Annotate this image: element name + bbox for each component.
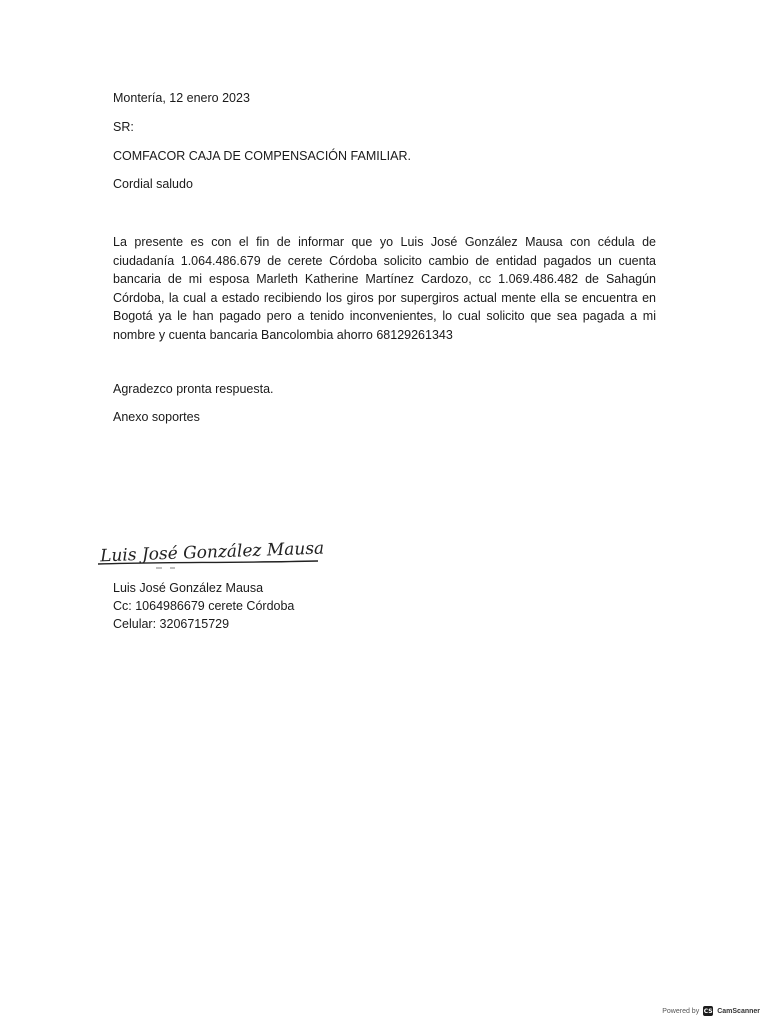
signer-id: Cc: 1064986679 cerete Córdoba xyxy=(113,599,295,613)
signature-text: Luis José González Mausa xyxy=(99,538,325,567)
salutation: SR: xyxy=(113,120,134,134)
camscanner-watermark xyxy=(662,1004,760,1018)
annex-line: Anexo soportes xyxy=(113,410,200,424)
letter-body: La presente es con el fin de informar que yo Luis José González Mausa con cédula de ciudadanía 1.064.486.679 de cerete Córdoba solicito cambio de entidad pagados un cuenta bancaria de mi esposa Marleth Katherine Martínez Cardozo, cc 1.069.486.482 de Sahagún Córdoba, la cual a estado recibiendo los giros por supergiros actual mente ella se encuentra en Bogotá ya le han pagado pero a tenido inconvenientes, lo cual solicito que sea pagada a mi nombre y cuenta bancaria Bancolombia ahorro 68129261343 xyxy=(113,235,656,342)
thanks-line: Agradezco pronta respuesta. xyxy=(113,382,274,396)
signer-name: Luis José González Mausa xyxy=(113,581,264,595)
date-line: Montería, 12 enero 2023 xyxy=(113,91,250,105)
signer-phone: Celular: 3206715729 xyxy=(113,617,230,631)
camscanner-logo-icon: CS xyxy=(703,1007,713,1015)
powered-by-text: Powered by xyxy=(662,1007,700,1015)
greeting: Cordial saludo xyxy=(113,177,193,191)
camscanner-brand: CamScanner xyxy=(717,1007,760,1015)
recipient: COMFACOR CAJA DE COMPENSACIÓN FAMILIAR. xyxy=(113,149,411,163)
handwritten-signature xyxy=(96,520,326,572)
